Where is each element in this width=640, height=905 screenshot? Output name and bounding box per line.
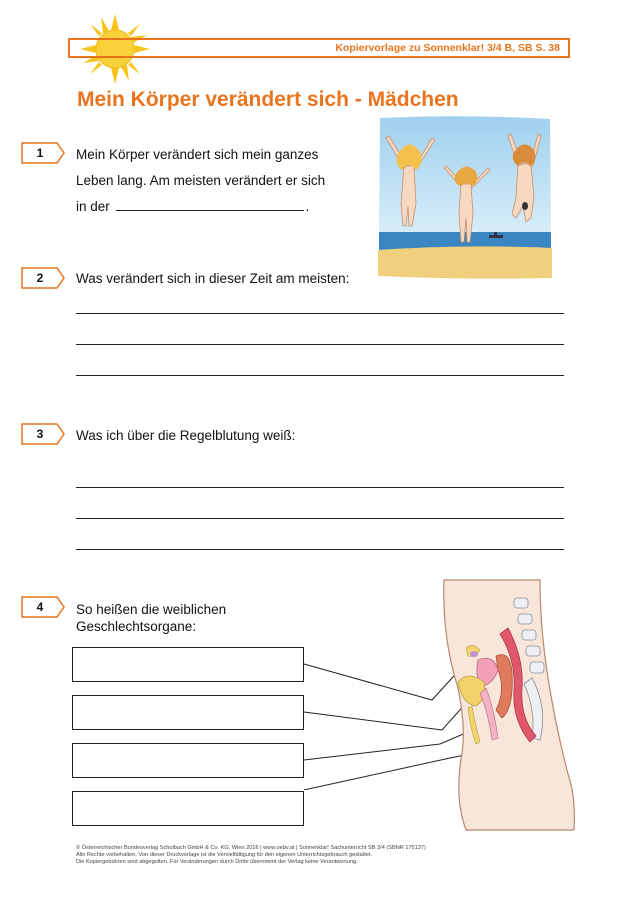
label-box-4[interactable] (72, 791, 304, 826)
female-reproductive-anatomy-illustration (436, 578, 576, 832)
answer-line[interactable] (76, 375, 564, 376)
task-4-text (76, 601, 226, 635)
task-number-tag-2 (21, 267, 65, 289)
footer-copyright (76, 845, 426, 867)
jumping-girls-beach-illustration (376, 114, 554, 280)
task-number: 3 (36, 427, 44, 441)
task-1-line-3-before: in der (76, 199, 110, 214)
answer-line[interactable] (76, 518, 564, 519)
footer-line-3: Die Kopiergebühren sind abgegolten. Für Veränderungen durch Dritte übernimmt der Verlag keine Verantwortung. (76, 859, 358, 866)
answer-blank-1[interactable] (116, 196, 304, 211)
task-1-line-3 (76, 194, 356, 220)
task-number: 2 (36, 271, 44, 285)
header-text: Kopiervorlage zu Sonnenklar! 3/4 B, SB S. 38 (335, 42, 560, 54)
task-4-line-1: So heißen die weiblichen (76, 602, 227, 617)
task-number: 4 (36, 600, 44, 614)
task-number-tag-3 (21, 423, 65, 445)
task-1-line-2: Leben lang. Am meisten verändert er sich (76, 173, 326, 188)
task-1-text (76, 142, 356, 220)
label-box-1[interactable] (72, 647, 304, 682)
answer-line[interactable] (76, 344, 564, 345)
task-1-line-1: Mein Körper verändert sich mein ganzes (76, 147, 319, 162)
answer-line[interactable] (76, 549, 564, 550)
answer-line[interactable] (76, 487, 564, 488)
footer-line-1: © Österreichischer Bundesverlag Schulbuch GmbH & Co. KG, Wien 2016 | www.oebv.at | Sonnenklar! Sachunterricht SB 3/4 (SBNR 175137) (76, 845, 426, 851)
task-number: 1 (36, 146, 44, 160)
task-number-tag-1 (21, 142, 65, 164)
task-number-tag-4 (21, 596, 65, 618)
label-box-3[interactable] (72, 743, 304, 778)
page-title: Mein Körper verändert sich - Mädchen (77, 88, 459, 111)
task-2-text: Was verändert sich in dieser Zeit am meisten: (76, 271, 350, 286)
task-3-text: Was ich über die Regelblutung weiß: (76, 428, 296, 443)
header-bar (68, 38, 570, 58)
task-1-line-3-after: . (305, 199, 310, 214)
label-box-2[interactable] (72, 695, 304, 730)
footer-line-2: Alle Rechte vorbehalten. Von dieser Druckvorlage ist die Vervielfältigung für den eigenen Unterrichtsgebrauch gestattet. (76, 852, 373, 859)
task-4-line-2: Geschlechtsorgane: (76, 619, 197, 634)
answer-line[interactable] (76, 313, 564, 314)
